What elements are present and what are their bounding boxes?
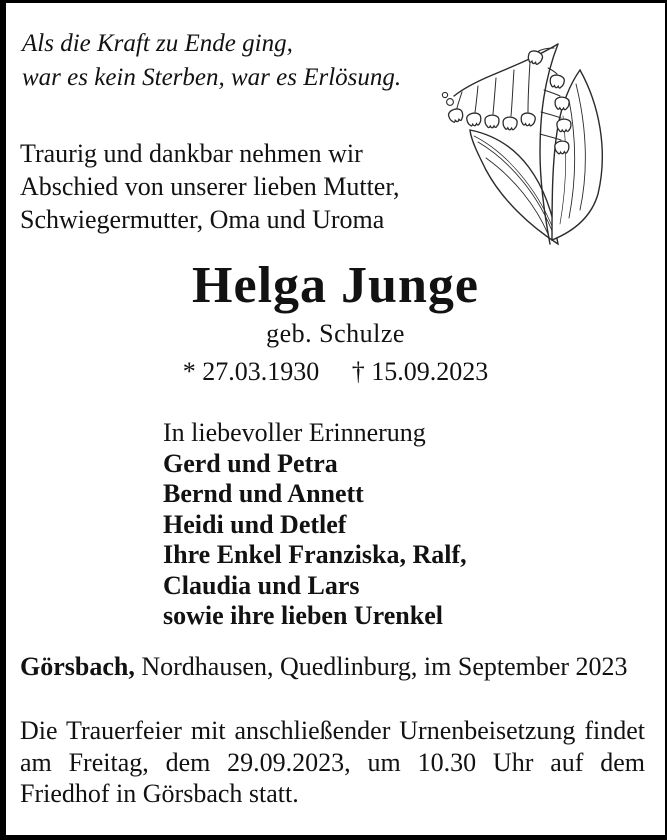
life-dates <box>6 357 665 387</box>
intro-line: Schwiegermutter, Oma und Uroma <box>20 205 385 234</box>
intro-line: Traurig und dankbar nehmen wir <box>20 139 363 168</box>
funeral-details: Die Trauerfeier mit anschließender Urnenbeisetzung findet am Freitag, dem 29.09.2023, um 10.30 Uhr auf dem Friedhof in Görsbach statt. <box>20 716 645 808</box>
death-date: † 15.09.2023 <box>351 357 489 386</box>
maiden-name: geb. Schulze <box>266 319 405 348</box>
mourner-line: Bernd und Annett <box>163 479 364 508</box>
intro-text <box>20 137 399 236</box>
lily-of-the-valley-illustration <box>440 12 650 254</box>
epigraph <box>22 27 401 95</box>
mourner-line: Ihre Enkel Franziska, Ralf, <box>163 540 467 569</box>
place-rest: Nordhausen, Quedlinburg, im September 2023 <box>134 652 628 681</box>
mourner-line: Claudia und Lars <box>163 570 360 600</box>
intro-line: Abschied von unserer lieben Mutter, <box>20 172 400 201</box>
place-date-line <box>20 652 628 682</box>
mourners-list <box>163 418 467 632</box>
mourners-heading: In liebevoller Erinnerung <box>163 418 426 447</box>
mourner-line: sowie ihre lieben Urenkel <box>163 601 443 630</box>
epigraph-line: Als die Kraft zu Ende ging, <box>22 30 293 57</box>
mourner-line: Gerd und Petra <box>163 448 338 478</box>
birth-date: * 27.03.1930 <box>182 357 320 386</box>
mourner-line: Heidi und Detlef <box>163 509 347 539</box>
deceased-name: Helga Junge <box>192 257 479 314</box>
epigraph-line: war es kein Sterben, war es Erlösung. <box>22 64 402 91</box>
place-name: Görsbach, <box>20 652 135 681</box>
